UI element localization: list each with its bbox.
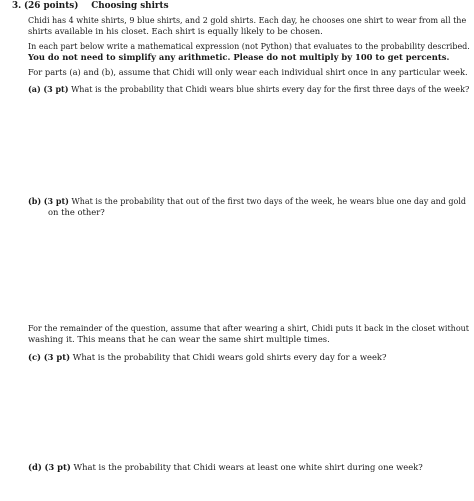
- instructions-bold: You do not need to simplify any arithmetic. Please do not multiply by 100 to get percents.: [28, 52, 450, 62]
- part-b-text-2: on the other?: [48, 207, 105, 217]
- problem-number: 3.: [12, 1, 22, 11]
- part-c-points: (3 pt): [43, 352, 71, 362]
- part-c-text: What is the probability that Chidi wears gold shirts every day for a week?: [72, 352, 387, 362]
- part-b-points: (3 pt): [43, 196, 69, 206]
- part-b-text-1: What is the probability that out of the first two days of the week, he wears blue one day and gold: [71, 197, 467, 206]
- parts-ab-note: For parts (a) and (b), assume that Chidi will only wear each individual shirt once in any particular week.: [28, 67, 468, 77]
- intro-line-1: Chidi has 4 white shirts, 9 blue shirts, and 2 gold shirts. Each day, he chooses one shirt to wear from all the: [28, 16, 467, 25]
- instructions-line: In each part below write a mathematical expression (not Python) that evaluates to the probability described.: [28, 42, 470, 51]
- part-a-label: (a): [28, 84, 41, 94]
- remainder-line-2: washing it. This means that he can wear the same shirt multiple times.: [28, 334, 330, 344]
- problem-points: (26 points): [23, 1, 79, 11]
- part-d-question: [28, 462, 423, 473]
- problem-title: Choosing shirts: [91, 1, 169, 11]
- part-b-label: (b): [28, 196, 42, 206]
- part-a-question: [28, 84, 469, 95]
- intro-line-2: shirts available in his closet. Each shirt is equally likely to be chosen.: [28, 26, 323, 36]
- part-a-points: (3 pt): [43, 84, 69, 94]
- problem-heading: [12, 1, 169, 12]
- part-d-points: (3 pt): [44, 462, 71, 472]
- part-c-label: (c): [28, 352, 42, 362]
- part-d-text: What is the probability that Chidi wears at least one white shirt during one week?: [73, 462, 423, 472]
- part-d-label: (d): [28, 462, 42, 472]
- part-a-text: What is the probability that Chidi wears blue shirts every day for the first three days of the week?: [71, 85, 470, 94]
- remainder-line-1: For the remainder of the question, assume that after wearing a shirt, Chidi puts it back in the closet without: [28, 324, 470, 333]
- part-b-question: [28, 196, 466, 207]
- part-c-question: [28, 352, 386, 363]
